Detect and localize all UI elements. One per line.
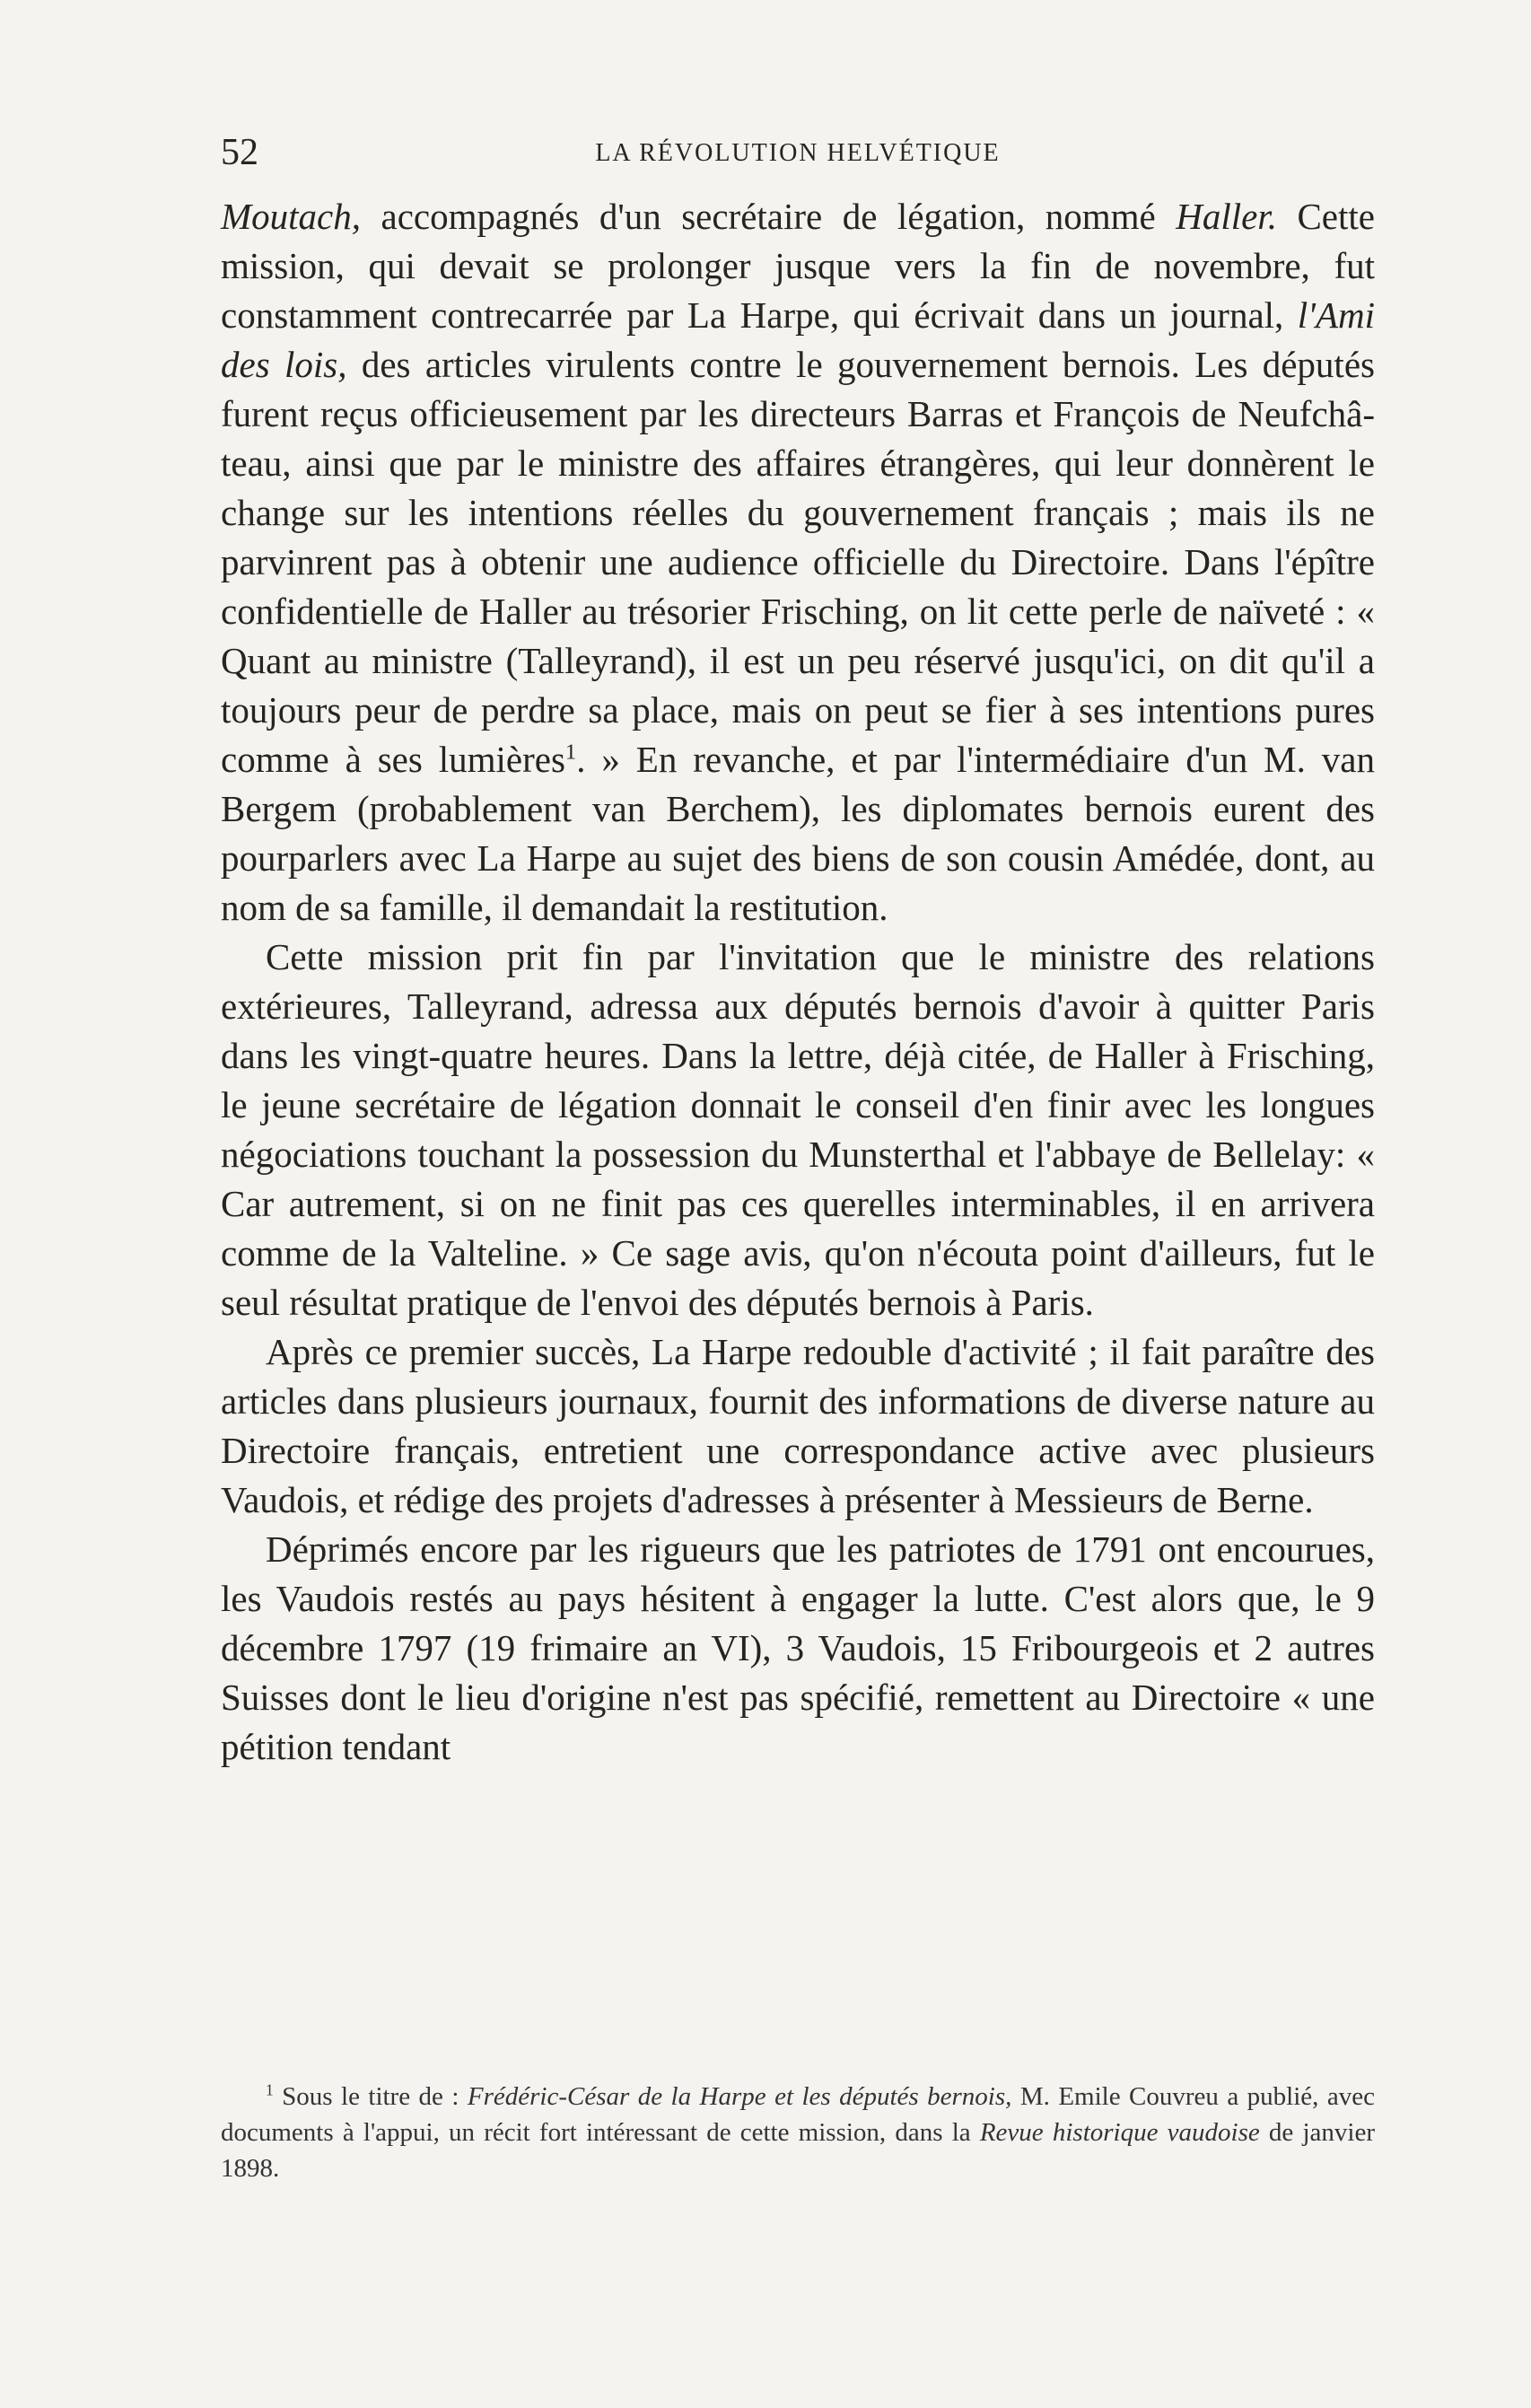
text-run: . » En revanche, et par l'intermédiaire d'un M. van Bergem (probablement van Berchem), les diplomates bernois eurent des pourparlers avec La Harpe au sujet des biens de son cousin Amédée, dont, au nom de sa famille, il demandait la restitution. [221,739,1375,928]
paragraph-3: Après ce premier succès, La Harpe redouble d'activité ; il fait paraître des articles dans plusieurs journaux, fournit des informations de diverse nature au Directoire français, entretient une correspondance active avec plusieurs Vaudois, et rédige des projets d'adresses à présenter à Messieurs de Berne. [221,1331,1375,1520]
running-title: LA RÉVOLUTION HELVÉTIQUE [595,139,1001,167]
page-number: 52 [221,132,258,173]
running-head [221,126,1375,180]
text-run: accompagnés d'un secrétaire de légation, nommé [361,196,1177,237]
text-run: Sous le titre de : [273,2082,468,2111]
text-run: M. Emile Couvreu a publié, avec documents à l'appui, un récit fort intéressant de cette mission, dans la [221,2082,1375,2147]
text-run: Cette mission, qui devait se prolonger jusque vers la fin de novembre, fut constamment contrecarrée par La Harpe, qui écrivait dans un journal, [221,196,1375,336]
body-text [221,192,1375,1772]
paragraph-1 [221,192,1375,933]
text-run: des articles virulents contre le gouvernement bernois. Les députés furent reçus officieusement par les directeurs Barras et François de Neufchâteau, ainsi que par le ministre des affaires étrangères, qui leur donnèrent le change sur les intentions réelles du gouvernement français ; mais ils ne parvinrent pas à obtenir une audience officielle du Directoire. Dans l'épître confidentielle de Haller au trésorier Frisching, on lit cette perle de naïveté : « Quant au ministre (Talleyrand), il est un peu réservé jusqu'ici, on dit qu'il a toujours peur de perdre sa place, mais on peut se fier à ses intentions pures comme à ses lumières [221,344,1375,780]
journal-title: l'Ami des lois, [221,294,1375,385]
footnote-number: 1 [266,2080,274,2099]
footnote-1 [221,2079,1375,2186]
footnote-reference: 1 [564,740,577,765]
cited-title: Frédéric-César de la Harpe et les députés bernois, [467,2082,1012,2111]
name-moutach: Moutach, [221,196,361,237]
footnotes [221,2079,1375,2186]
paragraph-2: Cette mission prit fin par l'invitation que le ministre des relations extérieures, Talleyrand, adressa aux députés bernois d'avoir à quitter Paris dans les vingt-quatre heures. Dans la lettre, déjà citée, de Haller à Frisching, le jeune secrétaire de légation donnait le conseil d'en finir avec les longues négociations touchant la possession du Munsterthal et l'abbaye de Bellelay: « Car autrement, si on ne finit pas ces querelles interminables, il en arrivera comme de la Valteline. » Ce sage avis, qu'on n'écouta point d'ailleurs, fut le seul résultat pratique de l'envoi des députés bernois à Paris. [221,936,1375,1323]
text-run: de janvier 1898. [221,2118,1375,2183]
name-haller: Haller. [1176,196,1277,237]
journal-name: Revue historique vaudoise [979,2118,1260,2147]
paragraph-4: Déprimés encore par les rigueurs que les patriotes de 1791 ont encourues, les Vaudois restés au pays hésitent à engager la lutte. C'est alors que, le 9 décembre 1797 (19 frimaire an VI), 3 Vaudois, 15 Fribourgeois et 2 autres Suisses dont le lieu d'origine n'est pas spécifié, remettent au Directoire « une pétition tendant [221,1528,1375,1767]
